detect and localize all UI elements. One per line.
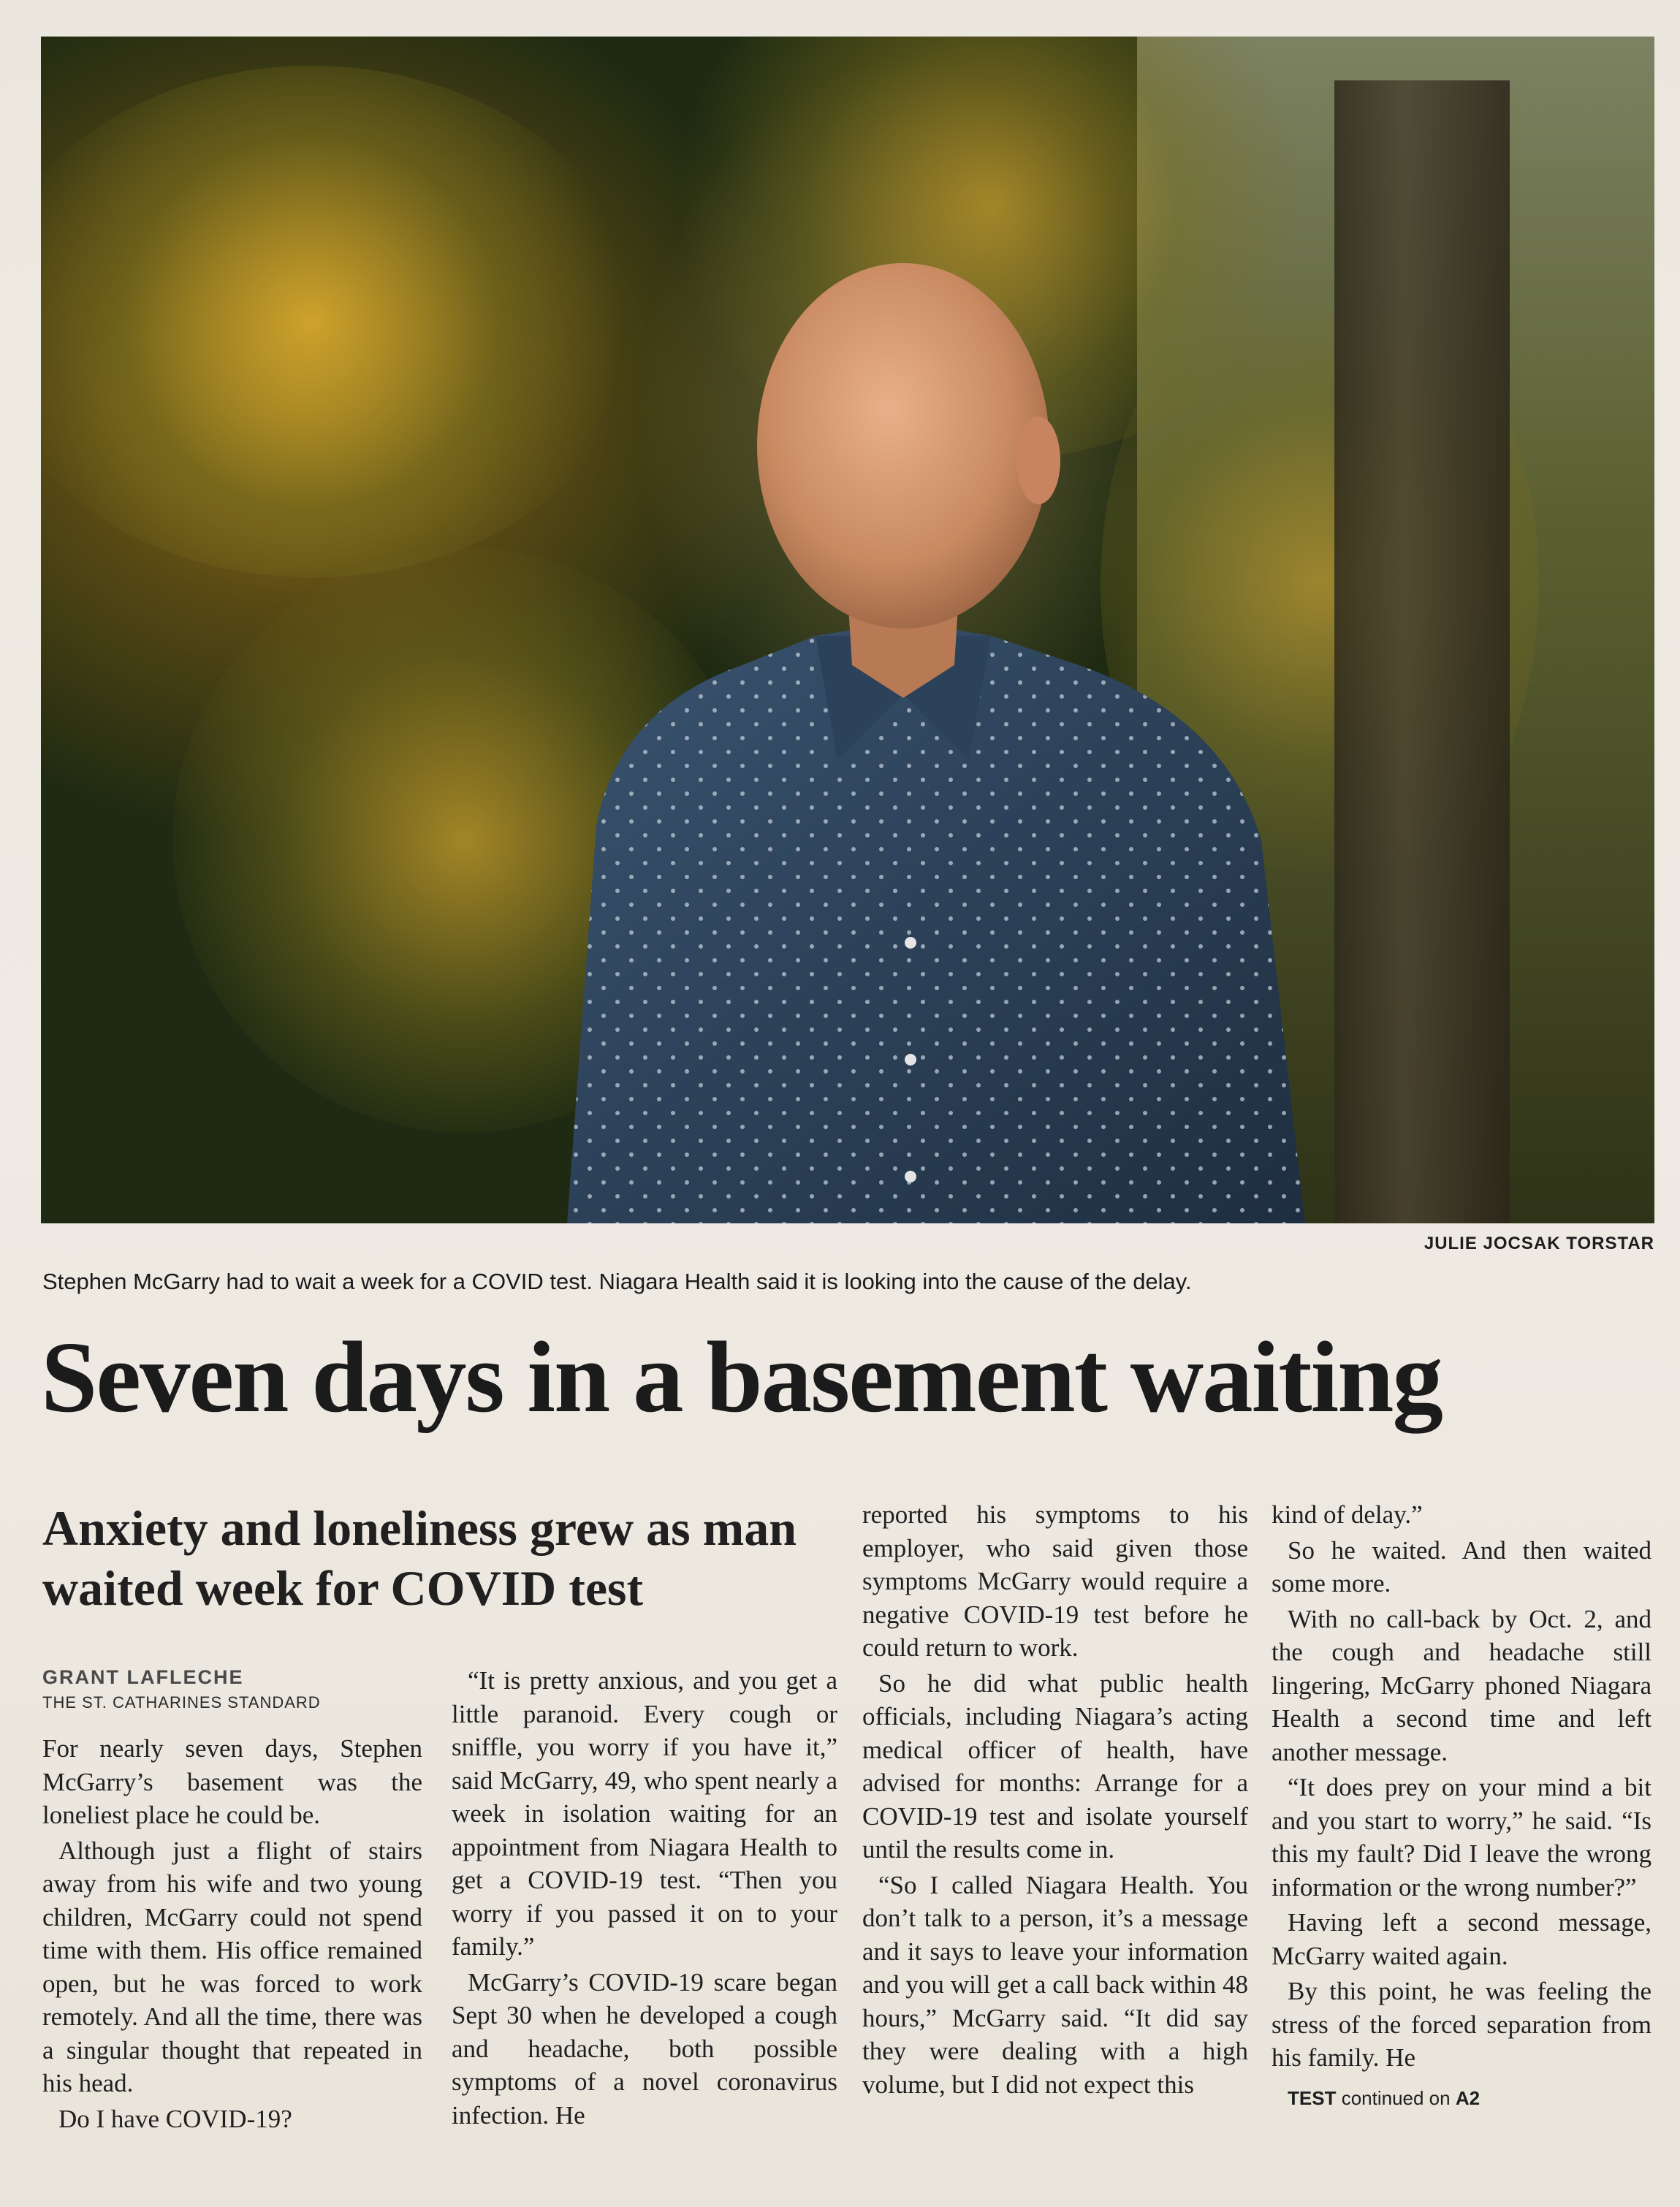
paragraph: kind of delay.” — [1272, 1500, 1423, 1529]
continuation-line — [1272, 2082, 1652, 2116]
author-publication: THE ST. CATHARINES STANDARD — [42, 1693, 321, 1712]
article-column-3 — [862, 1498, 1248, 2103]
paragraph: So he did what public health officials, including Niagara’s acting medical officer of health, have advised for months: Arrange for a COVID-19 test and isolate yourself until the results come in. — [862, 1668, 1248, 1864]
article-column-2 — [452, 1664, 837, 2134]
byline — [42, 1666, 437, 1712]
portrait-of-man — [41, 37, 1654, 1223]
headline: Seven days in a basement waiting — [41, 1321, 1442, 1434]
photo-caption: Stephen McGarry had to wait a week for a COVID test. Niagara Health said it is looking into the cause of the delay. — [42, 1269, 1192, 1294]
article-column-1 — [42, 1732, 422, 2138]
paragraph: “It does prey on your mind a bit and you start to worry,” he said. “Is this my fault? Did I leave the wrong information or the wrong number?” — [1272, 1773, 1652, 1902]
paragraph: reported his symptoms to his employer, who said given those symptoms McGarry would require a negative COVID-19 test before he could return to work. — [862, 1500, 1248, 1662]
jump-page-link[interactable]: A2 — [1455, 2086, 1481, 2109]
subheadline: Anxiety and loneliness grew as man waited week for COVID test — [42, 1500, 797, 1616]
paragraph: McGarry’s COVID-19 scare began Sept 30 when he developed a cough and headache, both possible symptoms of a novel coronavirus infection. He — [452, 1967, 837, 2130]
paragraph: So he waited. And then waited some more. — [1272, 1535, 1652, 1598]
jump-text: continued on — [1341, 2086, 1451, 2109]
paragraph: For nearly seven days, Stephen McGarry’s basement was the loneliest place he could be. — [42, 1734, 422, 1829]
paragraph: By this point, he was feeling the stress of the forced separation from his family. He — [1272, 1977, 1652, 2072]
paragraph: Although just a flight of stairs away from his wife and two young children, McGarry could not spend time with them. His office remained open, but he was forced to work remotely. And all the time, there was a singular thought that repeated in his head. — [42, 1836, 422, 2097]
paragraph: Do I have COVID-19? — [58, 2104, 292, 2133]
author-name: GRANT LAFLECHE — [42, 1666, 244, 1688]
paragraph: With no call-back by Oct. 2, and the cough and headache still lingering, McGarry phoned Niagara Health a second time and left another message. — [1272, 1604, 1652, 1766]
jump-keyword: TEST — [1288, 2086, 1337, 2109]
paragraph: Having left a second message, McGarry waited again. — [1272, 1908, 1652, 1970]
photo-credit: JULIE JOCSAK TORSTAR — [1424, 1234, 1654, 1253]
paragraph: “So I called Niagara Health. You don’t talk to a person, it’s a message and it says to leave your information and you will get a call back within 48 hours,” McGarry said. “It did say they were dealing with a high volume, but I did not expect this — [862, 1870, 1248, 2099]
article-photo — [41, 37, 1654, 1223]
article-column-4 — [1272, 1498, 1652, 2117]
paragraph: “It is pretty anxious, and you get a little paranoid. Every cough or sniffle, you worry if you have it,” said McGarry, 49, who spent nearly a week in isolation waiting for an appointment from Niagara Health to get a COVID-19 test. “Then you worry if you passed it on to your family.” — [452, 1666, 837, 1961]
